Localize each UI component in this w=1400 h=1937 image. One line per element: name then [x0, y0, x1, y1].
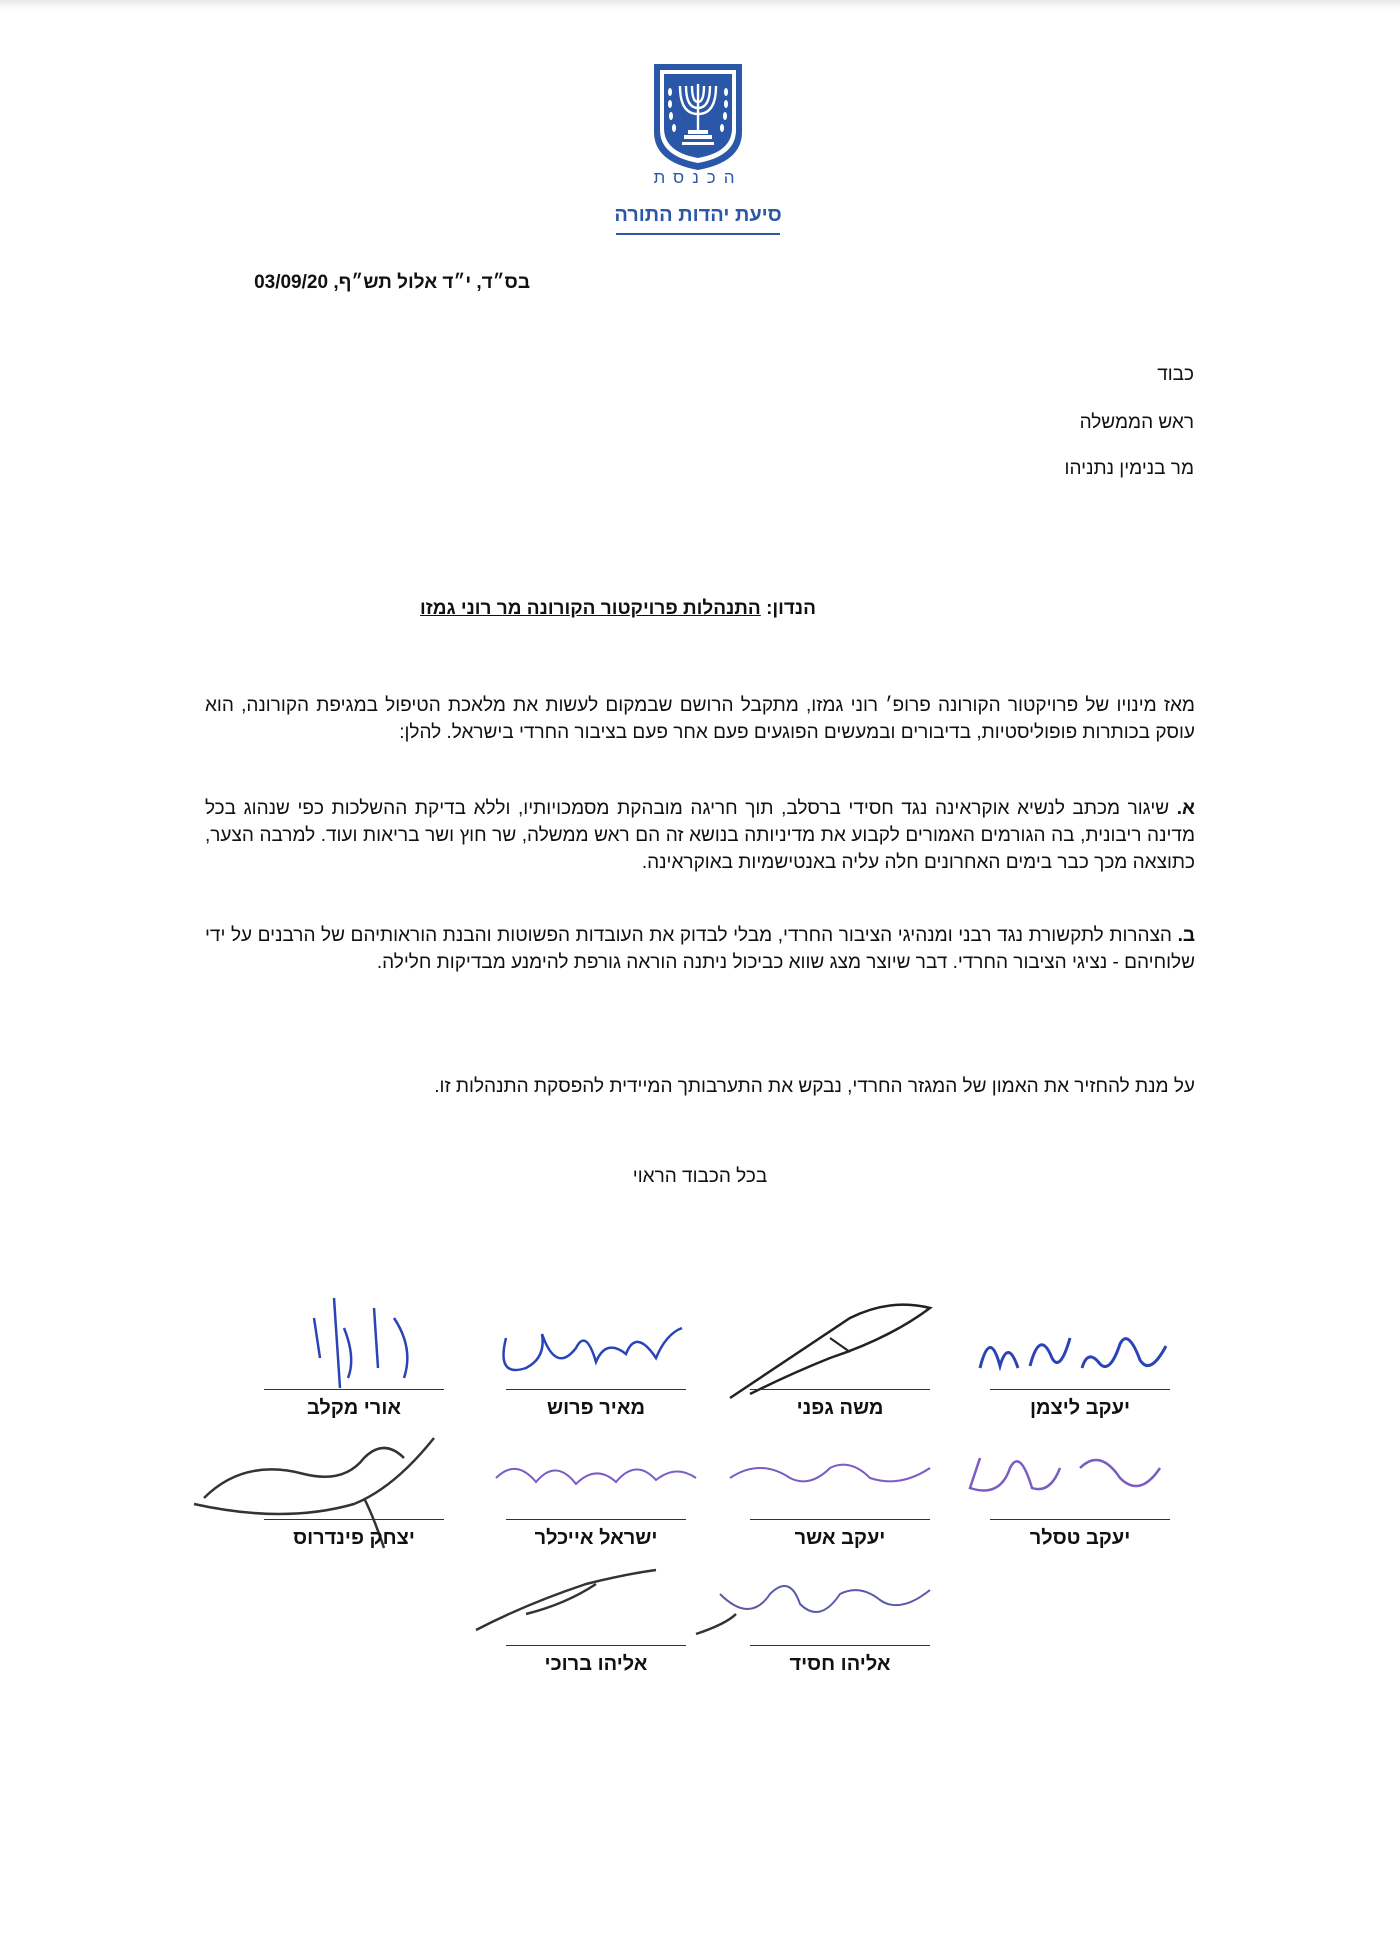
signature-line	[506, 1519, 686, 1521]
faction-underline	[616, 233, 780, 235]
signatory-name: יצחק פינדרוס	[293, 1527, 415, 1549]
signature-block	[990, 1440, 1170, 1550]
signature-line	[264, 1519, 444, 1521]
handwritten-signature	[730, 1298, 950, 1398]
signature-block	[506, 1566, 686, 1676]
signatory-name: יעקב אשר	[794, 1527, 886, 1549]
handwritten-signature	[486, 1428, 706, 1528]
signature-block	[750, 1440, 930, 1550]
recipient-line-2: ראש הממשלה	[1079, 412, 1194, 433]
signatory-name: אורי מקלב	[306, 1397, 402, 1419]
signatory-name: ישראל אייכלר	[534, 1527, 658, 1549]
body-paragraph-4: על מנת להחזיר את האמון של המגזר החרדי, נבקש את התערבותך המיידית להפסקת התנהלות זו.	[434, 1076, 1195, 1097]
signatory-name: אליהו ברוכי	[544, 1653, 648, 1675]
signatory-name: יעקב ליצמן	[1029, 1397, 1131, 1419]
recipient-line-1: כבוד	[1157, 364, 1194, 385]
item-text-b: הצהרות לתקשורת נגד רבני ומנהיגי הציבור החרדי, מבלי לבדוק את העובדות הפשוטות והבנת הוראותיהם של הרבנים על ידי שלוחיהם - נציגי הציבור החרדי. דבר שיוצר מצג שווא כביכול ניתנה הוראה גורפת להימנע מבדיקות חלילה.	[205, 925, 1195, 973]
letter-date: בס״ד, י״ד אלול תש״ף, 03/09/20	[254, 272, 530, 293]
signatory-name: אליהו חסיד	[789, 1653, 891, 1675]
top-shade	[0, 0, 1400, 10]
signature-block	[990, 1310, 1170, 1420]
signature-block	[750, 1566, 930, 1676]
handwritten-signature	[244, 1298, 464, 1398]
subject-text: התנהלות פרויקטור הקורונה מר רוני גמזו	[420, 598, 761, 619]
emblem-caption: הכנסת	[653, 168, 743, 187]
signature-line	[990, 1389, 1170, 1391]
item-label-b: ב.	[1177, 925, 1196, 946]
subject-prefix: הנדון:	[766, 598, 816, 619]
signature-line	[506, 1645, 686, 1647]
signature-block	[264, 1440, 444, 1550]
handwritten-signature	[486, 1554, 706, 1654]
handwritten-signature	[970, 1428, 1190, 1528]
handwritten-signature	[486, 1298, 706, 1398]
handwritten-signature	[730, 1554, 950, 1654]
signature-line	[506, 1389, 686, 1391]
recipient-line-3: מר בנימין נתניהו	[1064, 458, 1194, 479]
signature-line	[264, 1389, 444, 1391]
handwritten-signature	[730, 1428, 950, 1528]
signature-line	[750, 1389, 930, 1391]
closing-line: בכל הכבוד הראוי	[632, 1166, 768, 1187]
signatory-name: מאיר פרוש	[547, 1397, 645, 1419]
faction-name: סיעת יהדות התורה	[614, 204, 782, 226]
body-paragraph-1: מאז מינויו של פרויקטור הקורונה פרופ׳ רוני גמזו, מתקבל הרושם שבמקום לעשות את מלאכת הטיפול במגיפת הקורונה, הוא עוסק בכותרות פופוליסטיות, בדיבורים ובמעשים הפוגעים פעם אחר פעם בציבור החרדי בישראל. להלן:	[205, 695, 1195, 743]
handwritten-signature	[244, 1428, 464, 1528]
signature-line	[990, 1519, 1170, 1521]
signature-block	[506, 1310, 686, 1420]
handwritten-signature	[970, 1298, 1190, 1398]
subject-line	[300, 598, 936, 620]
body-paragraph-3	[205, 922, 1195, 976]
body-paragraph-2	[205, 795, 1195, 876]
signature-block	[750, 1310, 930, 1420]
signatory-name: יעקב טסלר	[1029, 1527, 1131, 1549]
signature-block	[506, 1440, 686, 1550]
item-label-a: א.	[1176, 798, 1196, 819]
knesset-emblem-icon	[652, 62, 744, 172]
item-text-a: שיגור מכתב לנשיא אוקראינה נגד חסידי ברסלב, תוך חריגה מובהקת מסמכויותיו, וללא בדיקת ההשלכות כפי שנהוג בכל מדינה ריבונית, בה הגורמים האמורים לקבוע את מדיניותה בנושא זה הם ראש ממשלה, שר חוץ ושר בריאות ועוד. למרבה הצער, כתוצאה מכך כבר בימים האחרונים חלה עליה באנטישמיות באוקראינה.	[205, 798, 1195, 873]
signature-line	[750, 1519, 930, 1521]
signatory-name: משה גפני	[796, 1397, 884, 1419]
signature-line	[750, 1645, 930, 1647]
signature-block	[264, 1310, 444, 1420]
